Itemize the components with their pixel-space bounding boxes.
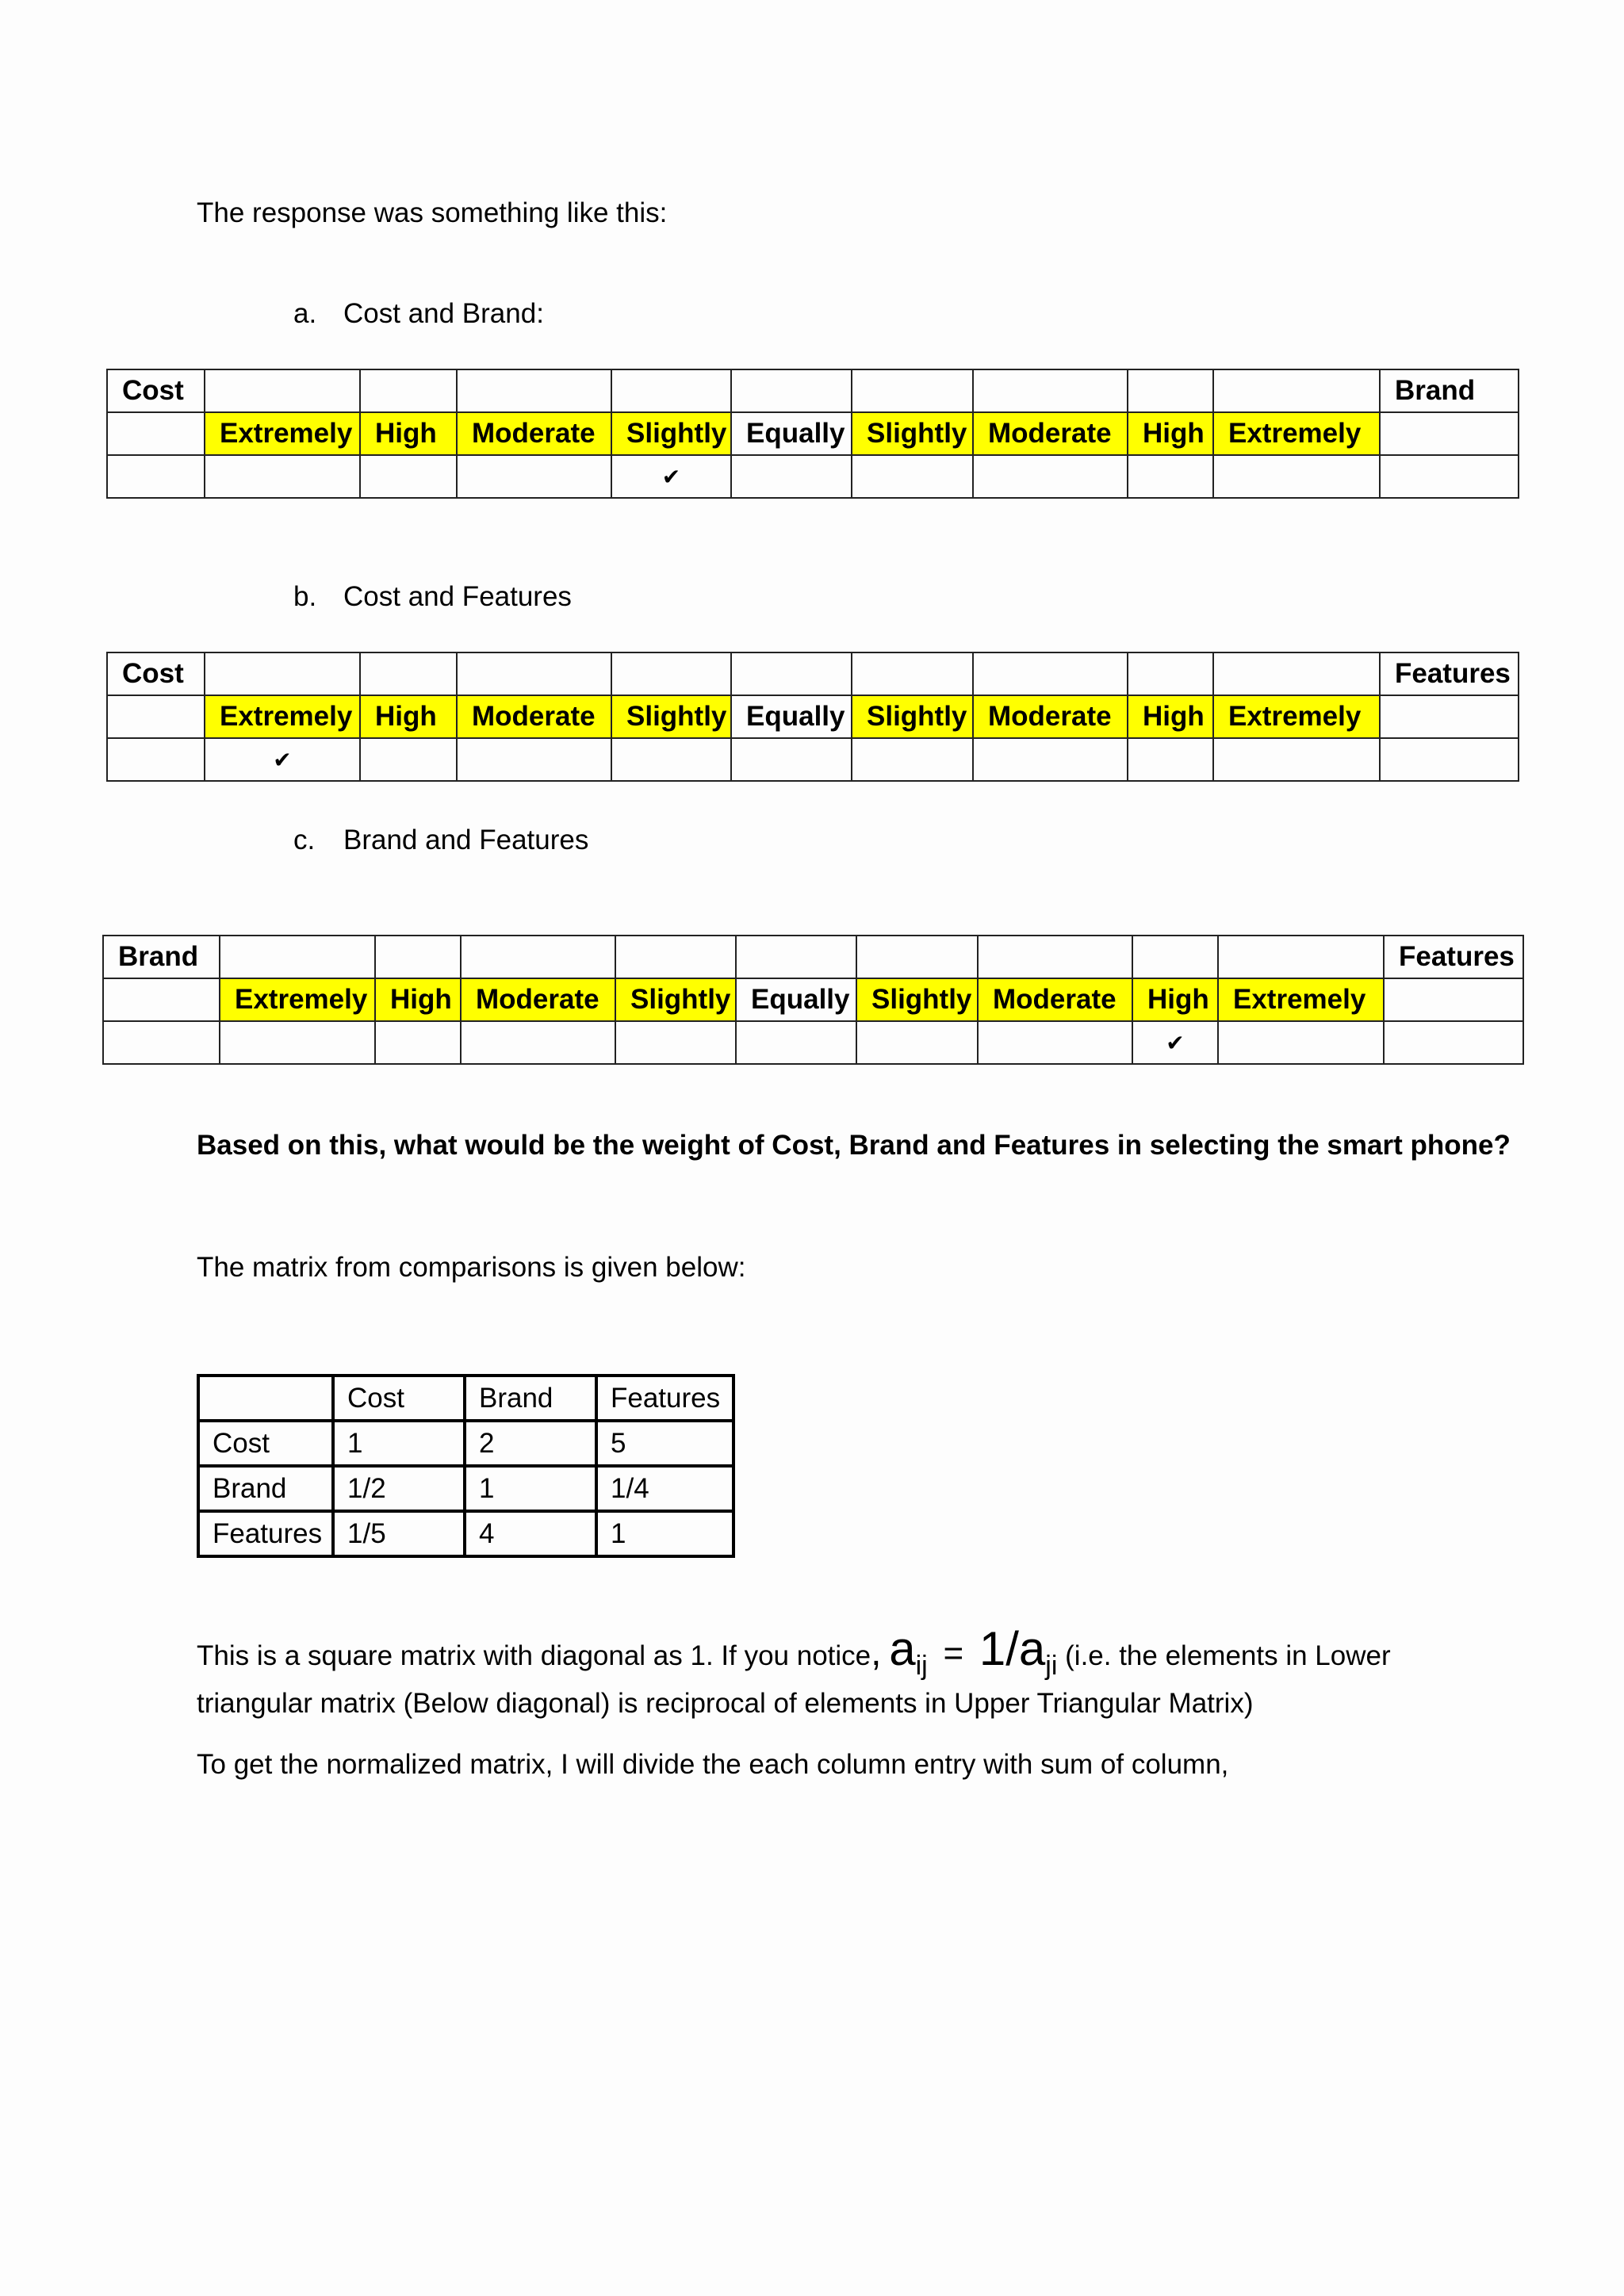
scale-table-cost-features xyxy=(106,652,1519,782)
scale-moderate-right: Moderate xyxy=(973,412,1128,455)
section-c-title: Brand and Features xyxy=(343,825,589,855)
scale-slightly-left: Slightly xyxy=(611,695,731,738)
formula-a: a xyxy=(889,1622,916,1675)
scale-high-right: High xyxy=(1128,412,1213,455)
section-b-letter: b. xyxy=(293,581,317,612)
table-row xyxy=(107,455,1519,498)
matrix-cell: 2 xyxy=(465,1421,596,1466)
matrix-cell: 1/2 xyxy=(333,1466,465,1511)
section-a-letter: a. xyxy=(293,298,317,329)
table-row xyxy=(107,695,1519,738)
right-criterion: Features xyxy=(1380,652,1519,695)
table-row xyxy=(198,1421,733,1466)
scale-extremely-left: Extremely xyxy=(205,695,360,738)
scale-slightly-right: Slightly xyxy=(852,412,973,455)
table-row xyxy=(103,978,1523,1021)
explanation-prefix: This is a square matrix with diagonal as 1. If you notice xyxy=(197,1640,871,1671)
matrix-header-cost: Cost xyxy=(333,1376,465,1421)
table-row xyxy=(107,369,1519,412)
scale-equally: Equally xyxy=(731,412,852,455)
scale-moderate-right: Moderate xyxy=(973,695,1128,738)
check-mark-icon: ✔ xyxy=(1132,1021,1218,1064)
table-row xyxy=(107,738,1519,781)
explanation-suffix: (i.e. the elements in Lower xyxy=(1065,1640,1391,1671)
intro-text: The response was something like this: xyxy=(197,197,668,228)
section-c-letter: c. xyxy=(293,825,316,855)
right-criterion: Brand xyxy=(1380,369,1519,412)
scale-equally: Equally xyxy=(731,695,852,738)
table-row xyxy=(198,1376,733,1421)
normalize-text: To get the normalized matrix, I will divide the each column entry with sum of column, xyxy=(197,1749,1229,1780)
matrix-cell: 1/4 xyxy=(596,1466,733,1511)
scale-high-right: High xyxy=(1132,978,1218,1021)
matrix-cell: 1/5 xyxy=(333,1511,465,1556)
matrix-row-label: Brand xyxy=(198,1466,333,1511)
scale-slightly-right: Slightly xyxy=(852,695,973,738)
scale-extremely-right: Extremely xyxy=(1213,695,1380,738)
scale-moderate-left: Moderate xyxy=(461,978,615,1021)
table-row xyxy=(107,412,1519,455)
scale-extremely-right: Extremely xyxy=(1213,412,1380,455)
table-row xyxy=(103,1021,1523,1064)
scale-high-left: High xyxy=(375,978,461,1021)
table-row xyxy=(103,936,1523,978)
explanation-comma: , xyxy=(871,1632,882,1674)
matrix-row-label: Cost xyxy=(198,1421,333,1466)
scale-high-right: High xyxy=(1128,695,1213,738)
matrix-cell: 4 xyxy=(465,1511,596,1556)
scale-table-brand-features xyxy=(102,935,1524,1065)
left-criterion: Brand xyxy=(103,936,220,978)
section-b-title: Cost and Features xyxy=(343,581,572,612)
table-row xyxy=(107,652,1519,695)
comparison-matrix xyxy=(197,1374,735,1558)
matrix-corner xyxy=(198,1376,333,1421)
scale-extremely-left: Extremely xyxy=(205,412,360,455)
scale-slightly-left: Slightly xyxy=(615,978,736,1021)
section-a-title: Cost and Brand: xyxy=(343,298,544,329)
scale-slightly-right: Slightly xyxy=(856,978,978,1021)
formula-sub-ji: ji xyxy=(1045,1651,1058,1681)
matrix-header-brand: Brand xyxy=(465,1376,596,1421)
explanation-line-1 xyxy=(197,1621,1391,1682)
left-criterion: Cost xyxy=(107,369,205,412)
scale-table-cost-brand xyxy=(106,369,1519,499)
scale-moderate-left: Moderate xyxy=(457,412,611,455)
check-mark-icon: ✔ xyxy=(205,738,360,781)
scale-high-left: High xyxy=(360,695,457,738)
explanation-line-2: triangular matrix (Below diagonal) is reciprocal of elements in Upper Triangular Matrix) xyxy=(197,1688,1254,1719)
formula-sub-ij: ij xyxy=(915,1651,928,1681)
formula-one-over-a: 1/a xyxy=(979,1622,1046,1675)
scale-equally: Equally xyxy=(736,978,856,1021)
scale-moderate-left: Moderate xyxy=(457,695,611,738)
check-mark-icon: ✔ xyxy=(611,455,731,498)
scale-slightly-left: Slightly xyxy=(611,412,731,455)
matrix-cell: 1 xyxy=(465,1466,596,1511)
matrix-cell: 1 xyxy=(333,1421,465,1466)
formula-equals: = xyxy=(943,1634,964,1673)
scale-extremely-right: Extremely xyxy=(1218,978,1384,1021)
matrix-cell: 1 xyxy=(596,1511,733,1556)
scale-extremely-left: Extremely xyxy=(220,978,375,1021)
matrix-header-features: Features xyxy=(596,1376,733,1421)
matrix-intro-text: The matrix from comparisons is given below: xyxy=(197,1252,746,1283)
right-criterion: Features xyxy=(1384,936,1523,978)
left-criterion: Cost xyxy=(107,652,205,695)
scale-high-left: High xyxy=(360,412,457,455)
question-text: Based on this, what would be the weight of Cost, Brand and Features in selecting the smart phone? xyxy=(197,1130,1511,1161)
table-row xyxy=(198,1466,733,1511)
table-row xyxy=(198,1511,733,1556)
scale-moderate-right: Moderate xyxy=(978,978,1132,1021)
matrix-cell: 5 xyxy=(596,1421,733,1466)
matrix-row-label: Features xyxy=(198,1511,333,1556)
